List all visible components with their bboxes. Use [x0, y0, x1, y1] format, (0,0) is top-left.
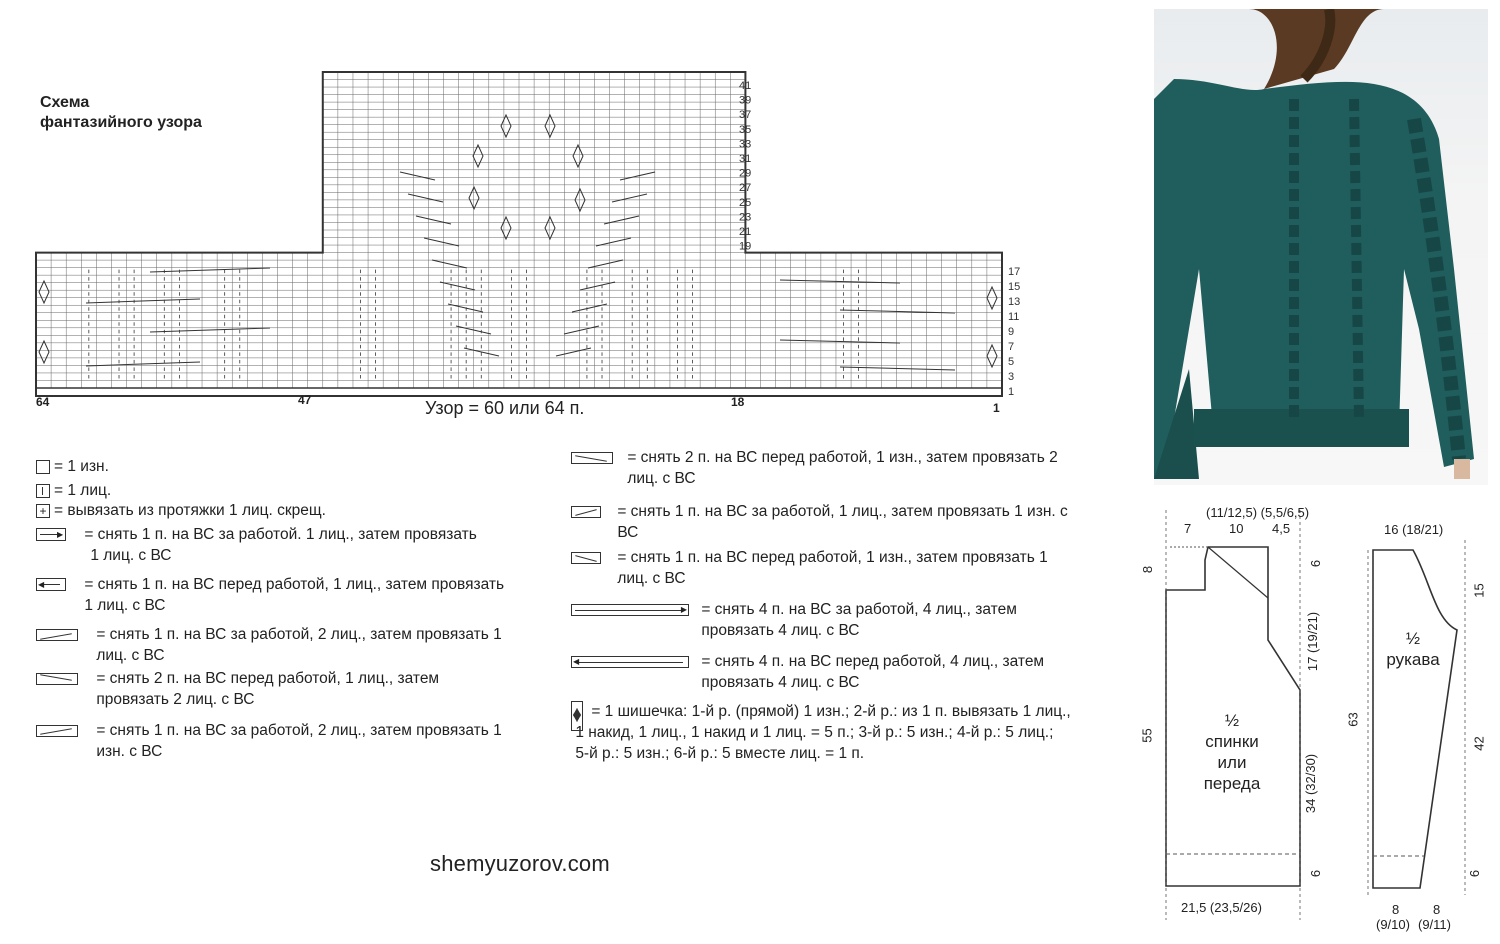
cable-arrow [86, 299, 200, 303]
legend-item-cable-4x4-front: ◀ = снять 4 п. на ВС перед работой, 4 лиц., затем провязать 4 лиц. с ВС [573, 653, 1045, 691]
sleeve-bottom-2: 8 [1433, 902, 1441, 917]
row-number: 7 [1008, 341, 1015, 353]
row-number: 9 [1008, 326, 1015, 338]
cross-right-2-purl-icon [36, 725, 78, 737]
cross-2-purl-front-icon [571, 452, 613, 464]
cable-arrow [780, 340, 900, 343]
row-number: 11 [1008, 311, 1020, 323]
cross-1-purl-front-icon [571, 552, 601, 564]
stitch-number-18: 18 [731, 395, 745, 409]
bobble-diamond-icon [571, 701, 583, 731]
row-number: 41 [739, 80, 752, 92]
cross-diagonal [556, 348, 591, 356]
sleeve-height-15: 15 [1471, 583, 1487, 598]
legend-item-cross-2-purl-front: = снять 2 п. на ВС перед работой, 1 изн., затем провязать 2 лиц. с ВС [571, 447, 1071, 501]
sleeve-height-6: 6 [1467, 869, 1483, 878]
cross-right-1x1-icon: ▶ [36, 528, 66, 541]
cross-1-knit-purl-icon [571, 506, 601, 518]
row-number: 35 [739, 123, 752, 136]
chart-title-line1: Схема [40, 94, 90, 111]
legend-item-purl: = 1 изн. [36, 456, 504, 478]
sleeve-schematic [1340, 520, 1490, 920]
bobble-diamond [501, 115, 511, 137]
cross-diagonal [604, 216, 639, 224]
cross-left-1x1-icon: ◀ [36, 578, 66, 591]
bobble-diamond [573, 145, 583, 167]
row-number: 29 [739, 167, 752, 180]
chart-caption: Узор = 60 или 64 п. [425, 398, 585, 418]
legend-item-knit: = 1 лиц. [36, 480, 504, 500]
cross-diagonal [612, 194, 647, 202]
cable-arrow [150, 268, 270, 272]
bobble-diamond [473, 145, 483, 167]
cross-right-1x2-icon [36, 629, 78, 641]
bobble-diamond [545, 217, 555, 239]
back-width-7: 7 [1184, 521, 1192, 536]
back-height-34: 34 (32/30) [1303, 753, 1319, 814]
row-number: 27 [739, 182, 752, 195]
sleeve-height-42: 42 [1471, 736, 1487, 751]
row-number: 3 [1008, 371, 1015, 383]
cable-4x4-front-icon: ◀ [571, 656, 689, 668]
legend-item-cross-right-1x1: ▶ = снять 1 п. на ВС за работой. 1 лиц., затем провязать 1 лиц. с ВС [36, 524, 504, 574]
row-number: 19 [739, 240, 752, 253]
sweater-illustration [1154, 9, 1488, 485]
bobble-diamond [39, 281, 49, 303]
stitch-number-47: 47 [298, 393, 312, 407]
cable-4x4-back-icon: ▶ [571, 604, 689, 616]
legend-left [36, 456, 504, 764]
sleeve-bottom-1-sizes: (9/10) [1376, 917, 1410, 932]
cross-diagonal [416, 216, 451, 224]
row-number: 39 [739, 94, 752, 107]
row-number: 25 [739, 196, 752, 209]
cross-diagonal [620, 172, 655, 180]
bobble-diamond [545, 115, 555, 137]
row-number: 17 [1008, 266, 1021, 278]
legend-item-cross-1-knit-purl: = снять 1 п. на ВС за работой, 1 лиц., затем провязать 1 изн. с ВС [571, 501, 1071, 547]
sleeve-top-width: 16 (18/21) [1384, 522, 1444, 537]
back-height-17: 17 (19/21) [1305, 611, 1321, 672]
row-number: 5 [1008, 356, 1015, 368]
row-number: 37 [739, 109, 752, 122]
legend-item-cross-left-1x1: ◀ = снять 1 п. на ВС перед работой, 1 лиц., затем провязать 1 лиц. с ВС [38, 576, 505, 614]
neck-diagonal [1208, 547, 1268, 598]
row-number: 15 [1008, 281, 1021, 293]
row-number: 13 [1008, 296, 1021, 308]
back-height-6-top: 6 [1308, 559, 1324, 568]
legend-item-make-one: + = вывязать из протяжки 1 лиц. скрещ. [36, 500, 504, 524]
row-number: 1 [1008, 386, 1015, 398]
back-width-45: 4,5 [1272, 521, 1291, 536]
cable-arrow [150, 328, 270, 332]
make-one-plus-icon: + [36, 504, 50, 518]
legend-item-bobble: = 1 шишечка: 1-й р. (прямой) 1 изн.; 2-й р.: из 1 п. вывязать 1 лиц., 1 накид, 1 лиц., 1 накид и 1 лиц. = 5 п.; 3-й р.: 5 изн.; 4-й р.: 5 лиц.; 5-й р.: 5 изн.; 6-й р.: 5 вместе лиц. = 1 п. [571, 701, 1071, 767]
cross-diagonal [432, 260, 467, 268]
legend-right [571, 447, 1071, 767]
back-height-55: 55 [1139, 728, 1155, 743]
cross-diagonal [400, 172, 435, 180]
chart-title [40, 93, 202, 133]
sleeve-outline [1373, 550, 1457, 888]
sleeve-label: ½ рукава [1386, 629, 1440, 669]
legend-item-cross-1-purl-front: = снять 1 п. на ВС перед работой, 1 изн., затем провязать 1 лиц. с ВС [571, 547, 1071, 599]
cable-arrow [840, 367, 955, 370]
cross-diagonal [588, 260, 623, 268]
back-front-label: ½ спинки или переда [1203, 711, 1261, 793]
legend-item-cross-left-2x1: = снять 2 п. на ВС перед работой, 1 лиц., затем провязать 2 лиц. с ВС [36, 668, 504, 720]
row-number: 21 [739, 226, 752, 238]
knit-square-icon [36, 484, 50, 498]
legend-item-cross-right-1x2: = снять 1 п. на ВС за работой, 2 лиц., затем провязать 1 лиц. с ВС [36, 624, 504, 668]
back-bottom-width: 21,5 (23,5/26) [1181, 900, 1262, 915]
bobble-diamond [469, 187, 479, 209]
legend-item-cable-4x4-back: ▶ = снять 4 п. на ВС за работой, 4 лиц., затем провязать 4 лиц. с ВС [571, 599, 1071, 651]
sleeve-height-63: 63 [1345, 712, 1361, 727]
back-height-8: 8 [1140, 565, 1156, 574]
bobble-diamond [987, 345, 997, 367]
stitch-number-64: 64 [36, 395, 50, 409]
sleeve-bottom-1: 8 [1392, 902, 1400, 917]
sleeve-bottom-2-sizes: (9/11) [1418, 917, 1451, 932]
cross-diagonal [440, 282, 475, 290]
legend-item-cross-right-2-purl: = снять 1 п. на ВС за работой, 2 лиц., затем провязать 1 изн. с ВС [36, 720, 504, 764]
row-number: 33 [739, 138, 752, 151]
row-number: 23 [739, 211, 752, 224]
back-width-10: 10 [1229, 521, 1244, 536]
row-number: 31 [739, 153, 752, 165]
stitch-number-1: 1 [993, 401, 1000, 415]
sweater-photo [1154, 9, 1488, 485]
bobble-diamond [501, 217, 511, 239]
website-url: shemyuzorov.com [430, 851, 610, 876]
bobble-diamond [39, 341, 49, 363]
chart-title-line2: фантазийного узора [40, 114, 202, 131]
cross-left-2x1-icon [36, 673, 78, 685]
back-top-sizes: (11/12,5) (5,5/6,5) [1206, 505, 1310, 520]
cross-diagonal [564, 326, 599, 334]
back-height-6-bottom: 6 [1308, 869, 1324, 878]
purl-square-icon [36, 460, 50, 474]
